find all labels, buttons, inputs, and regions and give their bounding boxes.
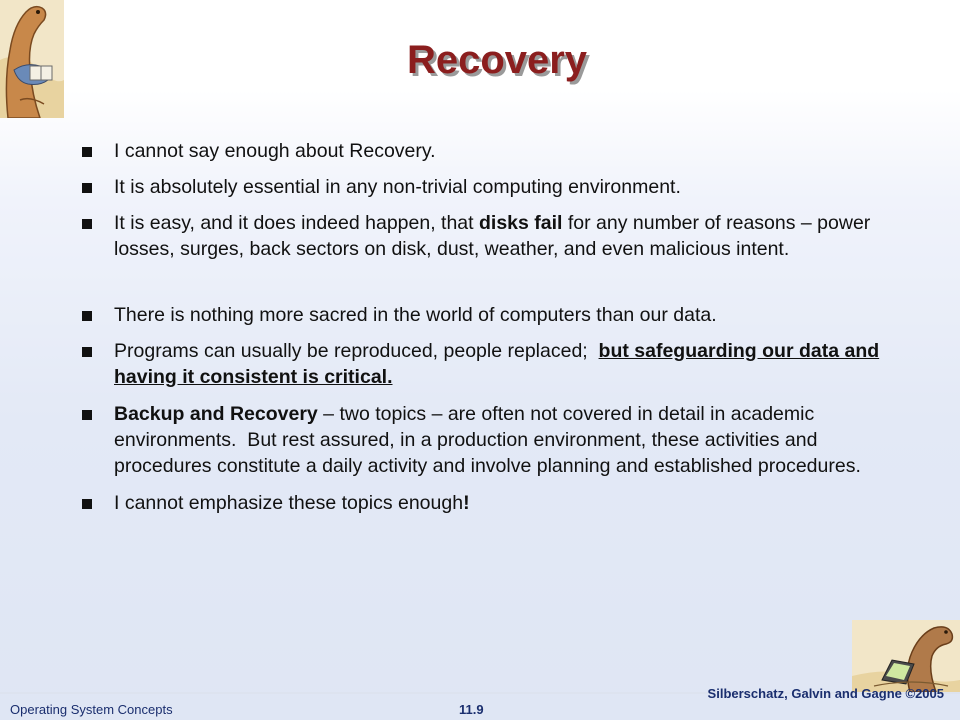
bullet-text: – two topics – are often not covered in detail in academic environments. But rest assured, in a production environment, these activities and procedures constitute a daily activity and involve planning and established procedures. [114, 403, 861, 477]
footer-course-title: Operating System Concepts [10, 702, 173, 717]
footer-slide-number: 11.9 [459, 702, 484, 717]
bold-phrase: ! [463, 492, 470, 514]
square-bullet-icon [82, 347, 92, 357]
bullet-item [80, 490, 906, 516]
dinosaur-laptop-illustration [852, 620, 960, 692]
bullet-item [80, 338, 906, 390]
bullet-item [80, 138, 906, 164]
bold-phrase: disks fail [478, 212, 563, 234]
bullet-text: I cannot emphasize these topics enough [114, 492, 464, 514]
square-bullet-icon [82, 219, 92, 229]
slide-title: Recovery [406, 38, 588, 82]
bullet-item [80, 401, 906, 479]
slide-footer [0, 686, 960, 720]
bullet-text: for any number of reasons – power losses, surges, back sectors on disk, dust, weather, and even malicious intent. [114, 212, 871, 260]
square-bullet-icon [82, 183, 92, 193]
underlined-phrase: but safeguarding our data and having it consistent is critical. [114, 340, 880, 388]
bullet-item [80, 210, 906, 262]
bullet-text: I cannot say enough about Recovery. [114, 140, 436, 162]
bullet-item [80, 302, 906, 328]
bullet-text: It is absolutely essential in any non-trivial computing environment. [114, 176, 681, 198]
bullet-text: There is nothing more sacred in the world of computers than our data. [114, 304, 717, 326]
square-bullet-icon [82, 410, 92, 420]
bullet-item [80, 174, 906, 200]
bullet-text: Programs can usually be reproduced, people replaced; [114, 340, 599, 362]
bold-phrase: Backup and Recovery [114, 403, 318, 425]
bullet-list [80, 138, 906, 516]
square-bullet-icon [82, 499, 92, 509]
bullet-text: It is easy, and it does indeed happen, that [114, 212, 479, 234]
square-bullet-icon [82, 147, 92, 157]
square-bullet-icon [82, 311, 92, 321]
footer-authors: Silberschatz, Galvin and Gagne ©2005 [707, 686, 944, 701]
